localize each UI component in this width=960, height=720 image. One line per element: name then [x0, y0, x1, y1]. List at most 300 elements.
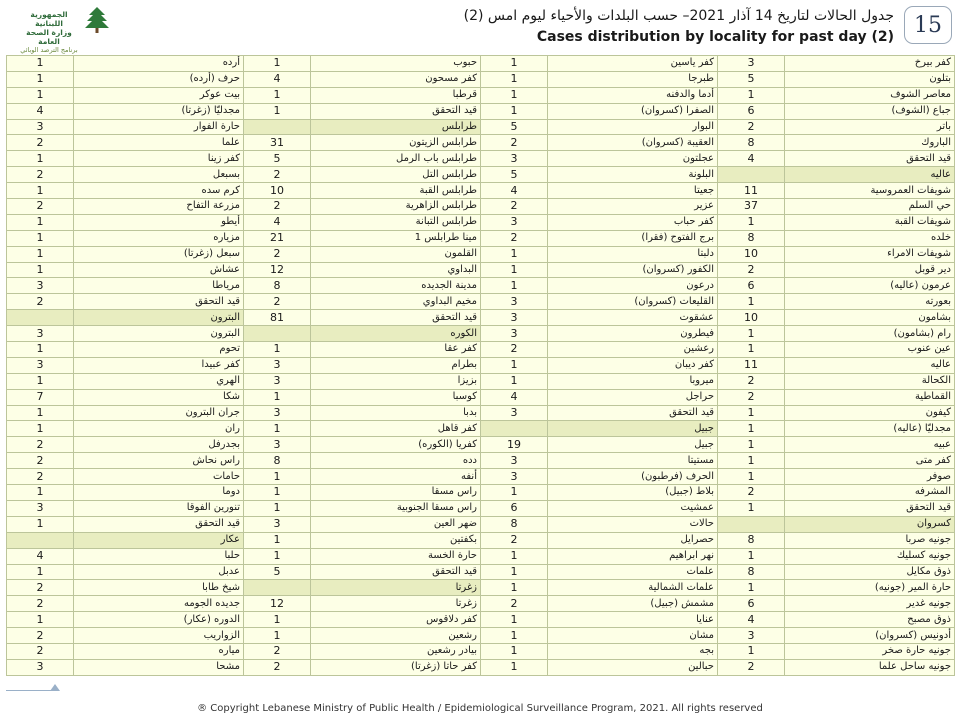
table-row — [7, 580, 955, 596]
locality-name: دده — [311, 453, 481, 469]
case-count: 1 — [718, 326, 785, 342]
case-count: 1 — [7, 87, 74, 103]
locality-name: القماطية — [785, 389, 955, 405]
table-row — [7, 151, 955, 167]
table-row — [7, 357, 955, 373]
case-count: 1 — [718, 548, 785, 564]
case-count: 3 — [481, 453, 548, 469]
case-count: 1 — [244, 469, 311, 485]
case-count: 1 — [481, 612, 548, 628]
locality-name: نهر ابراهيم — [548, 548, 718, 564]
locality-name: بدبا — [311, 405, 481, 421]
locality-name: بعورته — [785, 294, 955, 310]
table-row — [7, 246, 955, 262]
locality-name: مشان — [548, 628, 718, 644]
locality-name: حامات — [74, 469, 244, 485]
locality-name: شويفات الامراء — [785, 246, 955, 262]
region-header: طرابلس — [311, 119, 481, 135]
locality-name: مدينة الجديده — [311, 278, 481, 294]
case-count: 2 — [244, 246, 311, 262]
case-count: 1 — [481, 56, 548, 72]
locality-name: الباروك — [785, 135, 955, 151]
locality-name: شويفات العمروسية — [785, 183, 955, 199]
table-row — [7, 71, 955, 87]
case-count: 3 — [481, 151, 548, 167]
case-count: 4 — [481, 183, 548, 199]
logo-line-3: برنامج الترصد الوبائي — [20, 46, 78, 54]
case-count: 31 — [244, 135, 311, 151]
case-count: 1 — [244, 548, 311, 564]
locality-name: جبيل — [548, 437, 718, 453]
table-row — [7, 294, 955, 310]
case-count: 2 — [244, 294, 311, 310]
case-count: 5 — [481, 167, 548, 183]
case-count: 1 — [481, 71, 548, 87]
case-count: 1 — [7, 421, 74, 437]
case-count — [7, 310, 74, 326]
table-row — [7, 596, 955, 612]
table-row — [7, 119, 955, 135]
locality-name: بطرام — [311, 357, 481, 373]
case-count: 2 — [718, 485, 785, 501]
locality-name: تنورين الفوقا — [74, 500, 244, 516]
case-count: 3 — [7, 119, 74, 135]
locality-name: حارة الفوار — [74, 119, 244, 135]
copyright-footer: ® Copyright Lebanese Ministry of Public Health / Epidemiological Surveillance Program, 2021. All rights reserved — [197, 703, 763, 714]
table-row — [7, 532, 955, 548]
case-count: 1 — [481, 373, 548, 389]
locality-name: مستيتا — [548, 453, 718, 469]
locality-name: بلاط (جبيل) — [548, 485, 718, 501]
case-count: 11 — [718, 183, 785, 199]
case-count: 1 — [718, 421, 785, 437]
locality-name: دير قوبل — [785, 262, 955, 278]
locality-name: ذوق مكايل — [785, 564, 955, 580]
locality-name: البترون — [74, 326, 244, 342]
locality-name: بشامون — [785, 310, 955, 326]
locality-name: عدبل — [74, 564, 244, 580]
case-count: 1 — [244, 87, 311, 103]
table-row — [7, 485, 955, 501]
case-count: 1 — [481, 659, 548, 675]
locality-name: قيد التحقق — [548, 405, 718, 421]
locality-name: قيد التحقق — [785, 151, 955, 167]
case-count: 1 — [7, 485, 74, 501]
locality-name: عين عنوب — [785, 342, 955, 358]
case-count: 2 — [481, 230, 548, 246]
case-count — [718, 516, 785, 532]
case-count — [718, 167, 785, 183]
case-count: 6 — [718, 278, 785, 294]
case-count — [244, 326, 311, 342]
locality-name: حارة الخسة — [311, 548, 481, 564]
case-count: 1 — [718, 342, 785, 358]
locality-name: قيد التحقق — [74, 294, 244, 310]
case-count: 3 — [481, 469, 548, 485]
case-count: 1 — [244, 485, 311, 501]
locality-name: كفر قاهل — [311, 421, 481, 437]
locality-name: مرياطا — [74, 278, 244, 294]
locality-name: قيد التحقق — [74, 516, 244, 532]
case-count: 1 — [7, 342, 74, 358]
decorative-line — [6, 690, 54, 691]
case-count: 1 — [481, 485, 548, 501]
table-row — [7, 278, 955, 294]
locality-name: قيد التحقق — [311, 564, 481, 580]
case-count: 2 — [244, 659, 311, 675]
table-row — [7, 214, 955, 230]
case-count: 8 — [718, 532, 785, 548]
locality-name: حرف (أرده) — [74, 71, 244, 87]
case-count: 3 — [7, 500, 74, 516]
locality-name: جران البترون — [74, 405, 244, 421]
locality-name: بزيزا — [311, 373, 481, 389]
case-count: 4 — [7, 103, 74, 119]
case-count: 2 — [718, 373, 785, 389]
case-count: 1 — [244, 103, 311, 119]
locality-name: خلده — [785, 230, 955, 246]
case-count: 11 — [718, 357, 785, 373]
locality-name: طرابلس التل — [311, 167, 481, 183]
table-row — [7, 516, 955, 532]
logo-line-1: الجمهورية اللبنانية — [30, 10, 68, 28]
case-count: 6 — [481, 500, 548, 516]
case-count: 1 — [7, 612, 74, 628]
locality-name: قيد التحقق — [311, 310, 481, 326]
locality-name: الهري — [74, 373, 244, 389]
locality-name: كرم سده — [74, 183, 244, 199]
locality-name: مزرعة التفاح — [74, 199, 244, 215]
region-header: زغرتا — [311, 580, 481, 596]
case-count: 2 — [481, 342, 548, 358]
locality-name: طرابلس الزيتون — [311, 135, 481, 151]
locality-name: كفريا (الكوره) — [311, 437, 481, 453]
locality-name: حالات — [548, 516, 718, 532]
locality-name: الكفور (كسروان) — [548, 262, 718, 278]
locality-name: كفر مسحون — [311, 71, 481, 87]
case-count: 1 — [481, 278, 548, 294]
case-count: 3 — [244, 516, 311, 532]
locality-name: عشاش — [74, 262, 244, 278]
locality-name: أرده — [74, 56, 244, 72]
case-count: 3 — [481, 294, 548, 310]
locality-name: جونيه كسليك — [785, 548, 955, 564]
locality-name: كفر بيرخ — [785, 56, 955, 72]
locality-name: تحوم — [74, 342, 244, 358]
region-header: جبيل — [548, 421, 718, 437]
locality-name: سبعل (زغرتا) — [74, 246, 244, 262]
case-count: 7 — [7, 389, 74, 405]
locality-name: بجه — [548, 643, 718, 659]
table-row — [7, 389, 955, 405]
locality-name: شكا — [74, 389, 244, 405]
locality-name: رعشين — [548, 342, 718, 358]
case-count: 3 — [7, 278, 74, 294]
locality-name: دلبتا — [548, 246, 718, 262]
locality-name: مجدليّا (عاليه) — [785, 421, 955, 437]
case-count: 1 — [7, 230, 74, 246]
case-count: 1 — [244, 389, 311, 405]
locality-name: حي السلم — [785, 199, 955, 215]
case-count: 2 — [718, 262, 785, 278]
table-row — [7, 469, 955, 485]
case-count: 3 — [481, 326, 548, 342]
case-count: 3 — [244, 373, 311, 389]
locality-name: كفر زينا — [74, 151, 244, 167]
case-count: 1 — [7, 246, 74, 262]
case-count: 2 — [244, 199, 311, 215]
locality-name: جعيتا — [548, 183, 718, 199]
locality-name: كيفون — [785, 405, 955, 421]
locality-name: ذوق مصبح — [785, 612, 955, 628]
locality-name: معاصر الشوف — [785, 87, 955, 103]
case-count: 1 — [7, 405, 74, 421]
locality-name: مشمش (جبيل) — [548, 596, 718, 612]
case-count: 8 — [244, 453, 311, 469]
table-row — [7, 103, 955, 119]
table-row — [7, 548, 955, 564]
case-count: 1 — [244, 342, 311, 358]
case-count: 1 — [718, 214, 785, 230]
table-row — [7, 262, 955, 278]
case-count: 3 — [481, 214, 548, 230]
locality-name: كوسبا — [311, 389, 481, 405]
cedar-icon — [84, 6, 110, 34]
region-header: البترون — [74, 310, 244, 326]
table-row — [7, 326, 955, 342]
table-row — [7, 310, 955, 326]
locality-name: كفر حاتا (زغرتا) — [311, 659, 481, 675]
table-row — [7, 453, 955, 469]
case-count: 1 — [718, 87, 785, 103]
case-count: 1 — [718, 453, 785, 469]
locality-name: مياره — [74, 643, 244, 659]
locality-name: بيادر رشعين — [311, 643, 481, 659]
case-count: 81 — [244, 310, 311, 326]
locality-name: عرمون (عاليه) — [785, 278, 955, 294]
table-row — [7, 628, 955, 644]
table-row — [7, 421, 955, 437]
locality-name: أدما والدفنه — [548, 87, 718, 103]
case-count: 1 — [7, 56, 74, 72]
case-count: 2 — [718, 659, 785, 675]
logo-text — [18, 10, 80, 55]
case-count: 1 — [481, 87, 548, 103]
locality-name: علمات الشمالية — [548, 580, 718, 596]
table-row — [7, 183, 955, 199]
case-count: 1 — [718, 580, 785, 596]
region-header: الكوره — [311, 326, 481, 342]
case-count: 1 — [7, 373, 74, 389]
locality-name: حبالين — [548, 659, 718, 675]
case-count: 1 — [481, 628, 548, 644]
locality-name: كفر حباب — [548, 214, 718, 230]
locality-name: الحرف (فرطبون) — [548, 469, 718, 485]
case-count: 2 — [718, 119, 785, 135]
case-count: 5 — [244, 151, 311, 167]
case-count: 1 — [718, 294, 785, 310]
cases-table — [6, 55, 955, 676]
case-count: 1 — [7, 214, 74, 230]
locality-name: ضهر العين — [311, 516, 481, 532]
locality-name: ميروبا — [548, 373, 718, 389]
locality-name: درعون — [548, 278, 718, 294]
case-count: 2 — [7, 294, 74, 310]
case-count: 10 — [244, 183, 311, 199]
case-count: 2 — [7, 199, 74, 215]
case-count: 37 — [718, 199, 785, 215]
table-row — [7, 612, 955, 628]
case-count — [244, 119, 311, 135]
case-count: 8 — [481, 516, 548, 532]
locality-name: عزير — [548, 199, 718, 215]
case-count: 8 — [244, 278, 311, 294]
locality-name: جونيه حارة صخر — [785, 643, 955, 659]
locality-name: رشعين — [311, 628, 481, 644]
case-count: 1 — [481, 548, 548, 564]
case-count: 2 — [718, 389, 785, 405]
locality-name: بسبعل — [74, 167, 244, 183]
case-count: 4 — [718, 612, 785, 628]
case-count: 1 — [7, 183, 74, 199]
case-count: 2 — [481, 532, 548, 548]
table-row — [7, 167, 955, 183]
case-count: 2 — [481, 596, 548, 612]
locality-name: بيت عوكر — [74, 87, 244, 103]
case-count: 1 — [7, 71, 74, 87]
table-row — [7, 56, 955, 72]
case-count: 4 — [481, 389, 548, 405]
logo-line-2: وزارة الصحة العامة — [26, 28, 72, 46]
locality-name: فيطرون — [548, 326, 718, 342]
table-row — [7, 437, 955, 453]
locality-name: قيد التحقق — [311, 103, 481, 119]
case-count: 1 — [718, 405, 785, 421]
case-count: 1 — [244, 421, 311, 437]
table-row — [7, 230, 955, 246]
case-count: 1 — [481, 246, 548, 262]
case-count: 2 — [244, 167, 311, 183]
case-count: 12 — [244, 596, 311, 612]
locality-name: البوار — [548, 119, 718, 135]
case-count: 19 — [481, 437, 548, 453]
locality-name: مزياره — [74, 230, 244, 246]
locality-name: الصفرا (كسروان) — [548, 103, 718, 119]
cases-table-body — [7, 56, 955, 676]
case-count: 3 — [718, 56, 785, 72]
page-title-arabic: جدول الحالات لتاريخ 14 آذار 2021– حسب البلدات والأحياء ليوم امس (2) — [463, 8, 894, 24]
table-row — [7, 405, 955, 421]
cases-table-container — [6, 55, 954, 676]
locality-name: قرطبا — [311, 87, 481, 103]
locality-name: الكحالة — [785, 373, 955, 389]
locality-name: دوما — [74, 485, 244, 501]
case-count: 1 — [7, 262, 74, 278]
case-count: 2 — [7, 628, 74, 644]
locality-name: كفر ديبان — [548, 357, 718, 373]
case-count: 3 — [244, 405, 311, 421]
locality-name: بكفتين — [311, 532, 481, 548]
table-row — [7, 135, 955, 151]
locality-name: عمشيت — [548, 500, 718, 516]
case-count: 8 — [718, 564, 785, 580]
case-count: 5 — [481, 119, 548, 135]
locality-name: طرابلس التبانة — [311, 214, 481, 230]
locality-name: راس نحاش — [74, 453, 244, 469]
case-count: 3 — [7, 659, 74, 675]
case-count — [7, 532, 74, 548]
locality-name: علمات — [548, 564, 718, 580]
locality-name: كفر عبيدا — [74, 357, 244, 373]
locality-name: طبرجا — [548, 71, 718, 87]
case-count: 1 — [481, 103, 548, 119]
case-count: 12 — [244, 262, 311, 278]
case-count: 2 — [481, 199, 548, 215]
locality-name: عجلتون — [548, 151, 718, 167]
region-header: كسروان — [785, 516, 955, 532]
locality-name: حراجل — [548, 389, 718, 405]
case-count: 5 — [244, 564, 311, 580]
locality-name: ران — [74, 421, 244, 437]
decorative-triangle — [50, 684, 60, 691]
case-count: 1 — [718, 469, 785, 485]
locality-name: كفر متى — [785, 453, 955, 469]
case-count: 1 — [244, 56, 311, 72]
case-count: 3 — [244, 437, 311, 453]
locality-name: جديده الجومه — [74, 596, 244, 612]
locality-name: جونيه ساحل علما — [785, 659, 955, 675]
locality-name: باتر — [785, 119, 955, 135]
locality-name: البلونة — [548, 167, 718, 183]
locality-name: حلبا — [74, 548, 244, 564]
table-row — [7, 342, 955, 358]
locality-name: أدونيس (كسروان) — [785, 628, 955, 644]
case-count: 5 — [718, 71, 785, 87]
locality-name: بجدرفل — [74, 437, 244, 453]
locality-name: كفر دلاقوس — [311, 612, 481, 628]
locality-name: طرابلس الزاهرية — [311, 199, 481, 215]
case-count: 2 — [7, 437, 74, 453]
table-row — [7, 500, 955, 516]
locality-name: البداوي — [311, 262, 481, 278]
table-row — [7, 564, 955, 580]
locality-name: عاليه — [785, 357, 955, 373]
locality-name: أيطو — [74, 214, 244, 230]
locality-name: حبوب — [311, 56, 481, 72]
locality-name: قيد التحقق — [785, 500, 955, 516]
case-count: 3 — [244, 357, 311, 373]
locality-name: حارة المير (جونيه) — [785, 580, 955, 596]
locality-name: عنايا — [548, 612, 718, 628]
case-count: 4 — [718, 151, 785, 167]
case-count: 21 — [244, 230, 311, 246]
locality-name: عشقوت — [548, 310, 718, 326]
case-count: 2 — [7, 643, 74, 659]
case-count: 3 — [718, 628, 785, 644]
case-count: 8 — [718, 135, 785, 151]
locality-name: طرابلس القبة — [311, 183, 481, 199]
case-count — [481, 421, 548, 437]
locality-name: علما — [74, 135, 244, 151]
case-count: 1 — [244, 612, 311, 628]
case-count: 2 — [7, 596, 74, 612]
page-title-english: Cases distribution by locality for past day (2) — [536, 29, 894, 45]
table-row — [7, 199, 955, 215]
table-row — [7, 659, 955, 675]
region-header: عكار — [74, 532, 244, 548]
case-count: 1 — [481, 580, 548, 596]
locality-name: كفر عقا — [311, 342, 481, 358]
